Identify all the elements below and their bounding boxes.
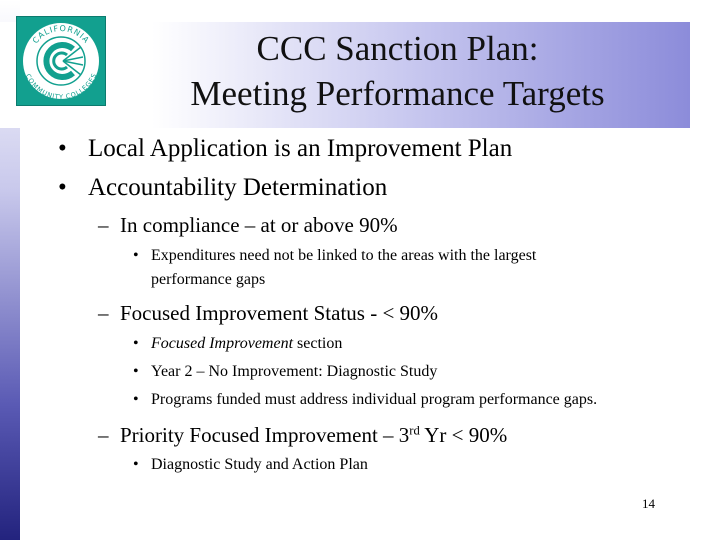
logo-text-bottom: COMMUNITY COLLEGES [23, 72, 99, 102]
title-line-2: Meeting Performance Targets [190, 74, 605, 113]
bullet-dot: • [133, 456, 139, 473]
dash-marker: – [98, 213, 109, 237]
item-focused-improvement-section [151, 334, 342, 354]
logo-emblem-icon [17, 17, 105, 105]
slide-title [120, 26, 675, 116]
item-programs-funded: Programs funded must address individual program performance gaps. [151, 391, 598, 408]
sub3-text-before: Priority Focused Improvement – 3 [120, 423, 410, 447]
logo-text-top: CALIFORNIA [30, 23, 92, 46]
item-diagnostic-study: Diagnostic Study and Action Plan [151, 456, 368, 473]
sub3-text-after: Yr < 90% [419, 423, 508, 447]
sub3-superscript: rd [409, 423, 420, 438]
item-expenditures-line-1: Expenditures need not be linked to the areas with the largest [151, 247, 537, 264]
bullet-dot: • [133, 363, 139, 380]
item-italic-text: Focused Improvement [151, 335, 294, 352]
dash-marker: – [98, 301, 109, 325]
sub-focused-improvement: Focused Improvement Status - < 90% [120, 301, 439, 325]
california-community-colleges-logo [16, 16, 106, 106]
bullet-dot: • [133, 391, 139, 408]
sub-in-compliance: In compliance – at or above 90% [120, 213, 398, 237]
title-line-1: CCC Sanction Plan: [256, 29, 539, 68]
bullet-accountability: Accountability Determination [88, 174, 388, 201]
bullet-dot: • [133, 335, 139, 352]
dash-marker: – [98, 423, 109, 447]
sub-priority-focused-improvement [120, 422, 507, 448]
bullet-dot: • [58, 135, 67, 162]
item-section-text: section [293, 335, 343, 352]
item-expenditures-line-2: performance gaps [151, 271, 266, 288]
page-number: 14 [642, 496, 655, 511]
bullet-dot: • [133, 247, 139, 264]
bullet-dot: • [58, 174, 67, 201]
bullet-local-application: Local Application is an Improvement Plan [88, 135, 513, 162]
item-year-2: Year 2 – No Improvement: Diagnostic Study [151, 363, 438, 380]
